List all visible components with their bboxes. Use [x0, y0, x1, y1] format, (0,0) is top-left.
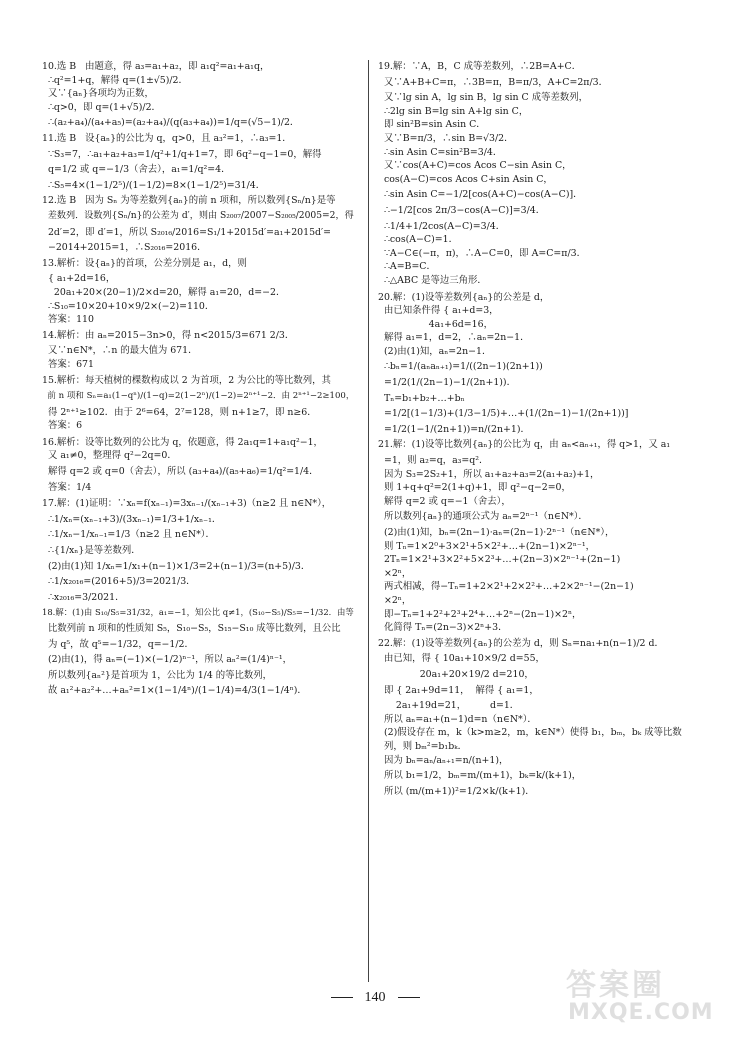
- solution-line: =1/2(1−1/(2n+1))=n/(2n+1)．: [378, 423, 530, 435]
- solution-line: Tₙ=b₁+b₂+…+bₙ: [378, 392, 465, 404]
- solution-line: 20a₁+20×19/2 d=210，: [378, 668, 534, 680]
- solution-line: 又∵A+B+C=π，∴3B=π，B=π/3，A+C=2π/3．: [378, 76, 608, 88]
- solution-line: 解得 q=2 或 q=0（舍去），所以 (a₃+a₄)/(a₅+a₆)=1/q²=1/4．: [42, 466, 319, 478]
- solution-line: ∴{1/xₙ}是等差数列．: [42, 545, 141, 556]
- solution-line: ∴q>0，即 q=(1+√5)/2．: [42, 101, 161, 113]
- solution-line: 化简得 Tₙ=(2n−3)×2ⁿ+3．: [378, 622, 508, 634]
- solution-line: ∴bₙ=1/(aₙaₙ₊₁)=1/((2n−1)(2n+1)): [378, 361, 543, 373]
- solution-line: 14.解析：由 aₙ=2015−3n>0，得 n<2015/3=671 2/3．: [42, 329, 295, 341]
- solution-line: ∴(a₂+a₄)/(a₄+a₅)=(a₂+a₄)/(q(a₃+a₄))=1/q=(√5−1)/2．: [42, 117, 300, 129]
- solution-line: 由已知条件得 { a₁+d=3，: [378, 305, 499, 317]
- watermark-logo: [566, 960, 736, 1032]
- solution-line: 16.解析：设等比数列的公比为 q，依题意，得 2a₁q=1+a₁q²−1，: [42, 436, 323, 448]
- solution-line: =1/2[(1−1/3)+(1/3−1/5)+…+(1/(2n−1)−1/(2n+1))]: [378, 408, 629, 420]
- solution-line: ∵S₃=7，∴a₁+a₂+a₃=1/q²+1/q+1=7，即 6q²−q−1=0，解得: [42, 148, 322, 160]
- solution-line: 所以数列{aₙ}的通项公式为 aₙ=2ⁿ⁻¹（n∈N*）．: [378, 511, 588, 523]
- solution-line: 又 a₁≠0，整理得 q²−2q=0．: [42, 450, 177, 462]
- solution-line: ×2ⁿ，: [378, 594, 412, 606]
- solution-line: 所以 (m/(m+1))²=1/2×k/(k+1)．: [378, 785, 535, 797]
- solution-line: 22.解：(1)设等差数列{aₙ}的公差为 d，则 Sₙ=na₁+n(n−1)/2 d．: [378, 637, 664, 649]
- solution-line: 10.选 B 由题意，得 a₃=a₁+a₂，即 a₁q²=a₁+a₁q，: [42, 61, 270, 72]
- solution-line: =1，则 a₂=q，a₃=q²．: [378, 455, 489, 467]
- solution-line: 2a₁+19d=21， d=1．: [378, 700, 520, 712]
- solution-line: 解得 a₁=1，d=2，∴aₙ=2n−1．: [378, 332, 530, 344]
- solution-line: 比数列前 n 项和的性质知 S₅，S₁₀−S₅，S₁₅−S₁₀ 成等比数列，且公比: [42, 622, 341, 634]
- solution-line: ∴1/xₙ=(xₙ₋₁+3)/(3xₙ₋₁)=1/3+1/xₙ₋₁．: [42, 513, 222, 525]
- solution-line: ∴sin Asin C=sin²B=3/4．: [378, 146, 503, 158]
- watermark-logo-text: 答案圈: [566, 968, 665, 1003]
- left-column: [42, 60, 360, 700]
- solution-line: 答案：6: [42, 420, 83, 432]
- solution-line: 17.解：(1)证明：∵xₙ=f(xₙ₋₁)=3xₙ₋₁/(xₙ₋₁+3)（n≥2 且 n∈N*），: [42, 498, 332, 510]
- solution-line: ∴1/x₂₀₁₆=(2016+5)/3=2021/3．: [42, 576, 196, 588]
- solution-line: 2Tₙ=1×2¹+3×2²+5×2³+…+(2n−3)×2ⁿ⁻¹+(2n−1): [378, 554, 621, 566]
- solution-line: 差数列．设数列{Sₙ/n}的公差为 d′，则由 S₂₀₀₇/2007−S₂₀₀₅/2005=2，得: [42, 210, 354, 221]
- solution-line: 即−Tₙ=1+2²+2³+2⁴+…+2ⁿ−(2n−1)×2ⁿ，: [378, 608, 582, 620]
- solution-line: 因为 S₃=2S₂+1，所以 a₁+a₂+a₃=2(a₁+a₂)+1，: [378, 468, 600, 480]
- solution-line: 20a₁+20×(20−1)/2×d=20，解得 a₁=20，d=−2．: [42, 286, 286, 298]
- solution-line: 即 { 2a₁+9d=11， 解得 { a₁=1，: [378, 684, 539, 696]
- page-number-text: 140: [364, 990, 386, 1005]
- right-column: [378, 60, 714, 800]
- solution-line: 答案：671: [42, 358, 94, 370]
- solution-line: 4a₁+6d=16，: [378, 318, 493, 330]
- solution-line: (2)假设存在 m，k（k>m≥2，m，k∈N*）使得 b₁，bₘ，bₖ 成等比数: [378, 727, 682, 739]
- solution-line: 又∵n∈N*，∴n 的最大值为 671．: [42, 345, 198, 357]
- solution-line: ×2ⁿ，: [378, 567, 412, 579]
- page-number-dash-right: [398, 997, 420, 998]
- solution-line: ∴1/4+1/2cos(A−C)=3/4．: [378, 220, 506, 232]
- solution-line: 15.解析：每天植树的棵数构成以 2 为首项，2 为公比的等比数列，其: [42, 375, 331, 387]
- watermark-site-text: MXQE.COM: [568, 1000, 714, 1025]
- solution-line: (2)由(1)知，aₙ=2n−1．: [378, 345, 492, 357]
- solution-line: 又∵lg sin A，lg sin B，lg sin C 成等差数列，: [378, 92, 588, 104]
- solution-line: ∴cos(A−C)=1．: [378, 234, 458, 246]
- solution-line: 则 Tₙ=1×2⁰+3×2¹+5×2²+…+(2n−1)×2ⁿ⁻¹，: [378, 540, 595, 552]
- page-number-dash-left: [331, 997, 353, 998]
- solution-line: 故 a₁²+a₂²+…+aₙ²=1×(1−1/4ⁿ)/(1−1/4)=4/3(1−1/4ⁿ)．: [42, 685, 307, 697]
- solution-line: 则 1+q+q²=2(1+q)+1，即 q²−q−2=0，: [378, 482, 571, 494]
- solution-line: 列，则 bₘ²=b₁bₖ．: [378, 740, 467, 752]
- solution-line: 为 q⁵，故 q⁵=−1/32，q=−1/2．: [42, 638, 194, 650]
- solution-line: (2)由(1)知，bₙ=(2n−1)·aₙ=(2n−1)·2ⁿ⁻¹（n∈N*），: [378, 527, 615, 538]
- solution-line: 13.解析：设{aₙ}的首项，公差分别是 a₁，d，则: [42, 257, 247, 269]
- solution-line: (2)由(1)知 1/xₙ=1/x₁+(n−1)×1/3=2+(n−1)/3=(n+5)/3．: [42, 560, 311, 572]
- solution-line: ∴△ABC 是等边三角形．: [378, 274, 487, 286]
- solution-line: cos(A−C)=cos Acos C+sin Asin C，: [378, 173, 553, 185]
- solution-line: 解得 q=2 或 q=−1（舍去），: [378, 495, 511, 507]
- solution-line: 即 sin²B=sin Asin C．: [378, 119, 486, 131]
- solution-line: 19.解：∵A，B，C 成等差数列，∴2B=A+C．: [378, 61, 582, 72]
- solution-line: 答案：1/4: [42, 481, 92, 493]
- solution-line: 所以 aₙ=a₁+(n−1)d=n（n∈N*）．: [378, 713, 537, 725]
- solution-line: ∴−1/2[cos 2π/3−cos(A−C)]=3/4．: [378, 204, 546, 216]
- solution-line: (2)由(1)，得 aₙ=(−1)×(−1/2)ⁿ⁻¹，所以 aₙ²=(1/4)ⁿ⁻¹，: [42, 654, 293, 666]
- solution-line: ∵A−C∈(−π，π)，∴A−C=0，即 A=C=π/3．: [378, 247, 586, 259]
- solution-line: { a₁+2d=16，: [42, 273, 116, 285]
- solution-line: ∴x₂₀₁₆=3/2021．: [42, 591, 125, 603]
- solution-line: 18.解：(1)由 S₁₀/S₅=31/32，a₁=−1，知公比 q≠1，(S₁₀−S₅)/S₅=−1/32．由等: [42, 607, 354, 618]
- solution-line: 2d′=2，即 d′=1，所以 S₂₀₁₆/2016=S₁/1+2015d′=a₁+2015d′=: [42, 226, 332, 238]
- solution-line: ∴A=B=C．: [378, 261, 436, 273]
- solution-line: 又∵B=π/3，∴sin B=√3/2．: [378, 132, 514, 144]
- solution-line: 又∵cos(A+C)=cos Acos C−sin Asin C，: [378, 160, 572, 172]
- solution-line: ∴2lg sin B=lg sin A+lg sin C，: [378, 105, 529, 117]
- solution-line: ∴sin Asin C=−1/2[cos(A+C)−cos(A−C)]．: [378, 189, 583, 201]
- solution-line: 所以数列{aₙ²}是首项为 1，公比为 1/4 的等比数列，: [42, 669, 273, 681]
- solution-line: 所以 b₁=1/2，bₘ=m/(m+1)，bₖ=k/(k+1)，: [378, 770, 582, 782]
- solution-line: 12.选 B 因为 Sₙ 为等差数列{aₙ}的前 n 项和，所以数列{Sₙ/n}是等: [42, 195, 336, 207]
- solution-line: 因为 bₙ=aₙ/aₙ₊₁=n/(n+1)，: [378, 754, 509, 766]
- solution-line: 答案：110: [42, 314, 94, 326]
- solution-line: ∴1/xₙ−1/xₙ₋₁=1/3（n≥2 且 n∈N*）．: [42, 529, 215, 541]
- solution-line: 又∵{aₙ}各项均为正数，: [42, 88, 154, 100]
- solution-line: =1/2(1/(2n−1)−1/(2n+1))．: [378, 377, 516, 389]
- solution-line: ∴S₁₀=10×20+10×9/2×(−2)=110．: [42, 300, 215, 312]
- solution-line: 两式相减，得−Tₙ=1+2×2¹+2×2²+…+2×2ⁿ⁻¹−(2n−1): [378, 581, 634, 593]
- solution-line: 由已知，得 { 10a₁+10×9/2 d=55，: [378, 653, 545, 665]
- solution-line: 11.选 B 设{aₙ}的公比为 q，q>0，且 a₃²=1，∴a₃=1．: [42, 132, 292, 144]
- column-divider: [368, 60, 369, 982]
- solution-line: 21.解：(1)设等比数列{aₙ}的公比为 q，由 aₙ<aₙ₊₁，得 q>1，又 a₁: [378, 439, 671, 451]
- solution-line: −2014+2015=1，∴S₂₀₁₆=2016．: [42, 242, 207, 254]
- solution-line: 得 2ⁿ⁺¹≥102．由于 2⁶=64，2⁷=128，则 n+1≥7，即 n≥6．: [42, 406, 317, 418]
- solution-line: 20.解：(1)设等差数列{aₙ}的公差是 d，: [378, 291, 550, 303]
- solution-line: ∴q²=1+q，解得 q=(1±√5)/2．: [42, 74, 188, 86]
- solution-line: q=1/2 或 q=−1/3（舍去），a₁=1/q²=4．: [42, 164, 231, 176]
- solution-line: ∴S₅=4×(1−1/2⁵)/(1−1/2)=8×(1−1/2⁵)=31/4．: [42, 179, 266, 191]
- solution-line: 前 n 项和 Sₙ=a₁(1−qⁿ)/(1−q)=2(1−2ⁿ)/(1−2)=2ⁿ⁺¹−2．由 2ⁿ⁺¹−2≥100，: [42, 391, 355, 402]
